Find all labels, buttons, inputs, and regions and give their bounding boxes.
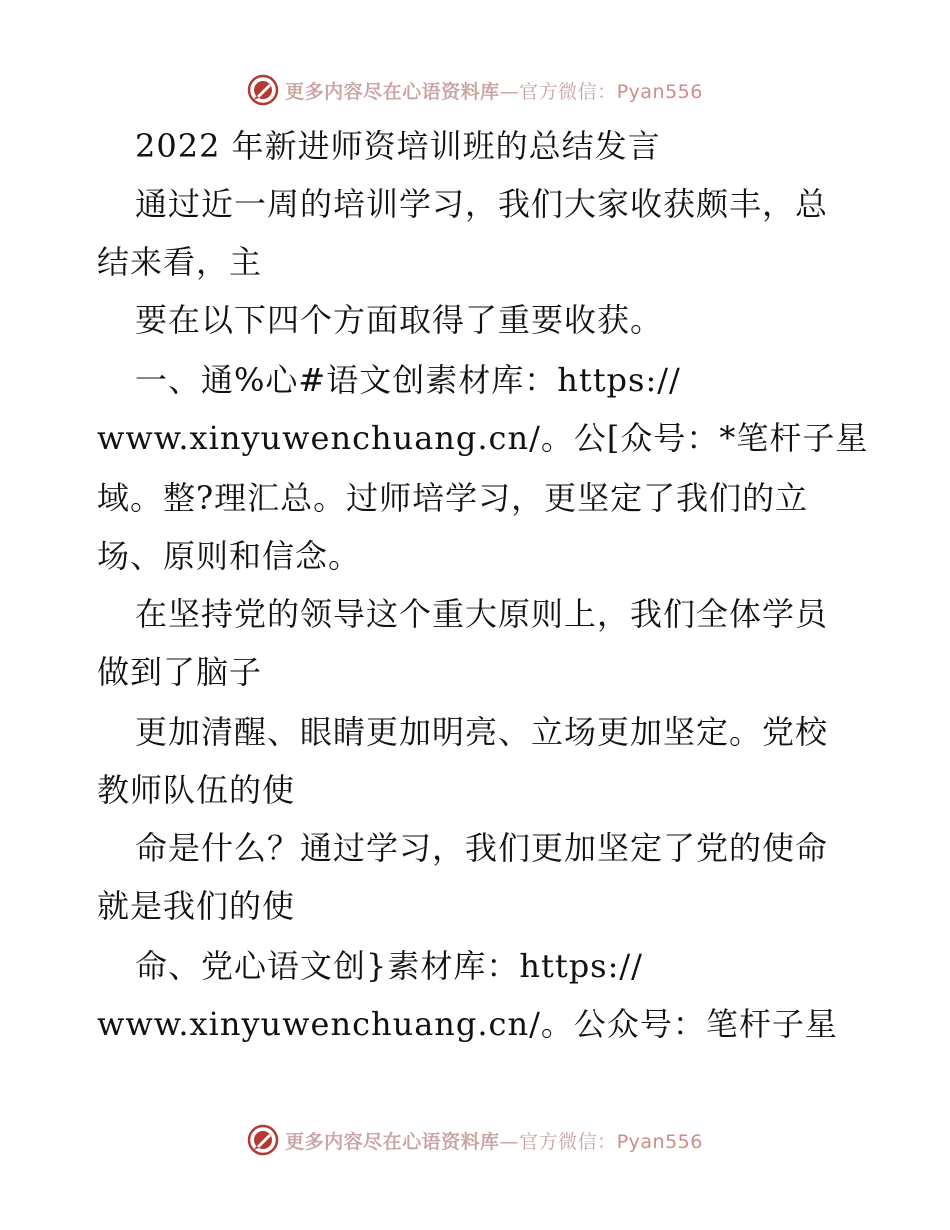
paragraph-line: 场、原则和信念。 [97, 537, 362, 575]
paragraph-line: www.xinyuwenchuang.cn/。公众号：笔杆子星 [97, 1005, 838, 1043]
paragraph-line: www.xinyuwenchuang.cn/。公[众号：*笔杆子星 [97, 419, 869, 457]
paragraph-line: 命、党心语文创}素材库：https:// [135, 947, 643, 985]
banner-handle: Pyan556 [616, 80, 703, 103]
footer-banner [0, 1120, 950, 1160]
banner-handle: Pyan556 [616, 1130, 703, 1153]
paragraph-line: 做到了脑子 [97, 653, 263, 691]
paragraph-line: 通过近一周的培训学习，我们大家收获颇丰，总 [135, 185, 829, 223]
pen-seal-logo-icon [247, 1124, 279, 1156]
paragraph-line: 在坚持党的领导这个重大原则上，我们全体学员 [135, 595, 829, 633]
banner-text [285, 77, 703, 104]
paragraph-line: 教师队伍的使 [97, 771, 296, 809]
pen-seal-logo-icon [247, 74, 279, 106]
document-title: 2022 年新进师资培训班的总结发言 [135, 127, 661, 165]
paragraph-line: 更加清醒、眼睛更加明亮、立场更加坚定。党校 [135, 713, 829, 751]
paragraph-line: 域。整?理汇总。过师培学习，更坚定了我们的立 [97, 479, 809, 517]
banner-wechat-label: 官方微信： [519, 80, 617, 103]
paragraph-line: 命是什么？通过学习，我们更加坚定了党的使命 [135, 829, 829, 867]
banner-separator: — [499, 80, 520, 103]
banner-separator: — [499, 1130, 520, 1153]
header-banner [0, 70, 950, 110]
paragraph-line: 就是我们的使 [97, 887, 296, 925]
banner-prefix: 更多内容尽在心语资料库 [285, 80, 500, 103]
paragraph-line: 结来看，主 [97, 243, 263, 281]
paragraph-line: 一、通%心#语文创素材库：https:// [135, 361, 681, 399]
paragraph-line: 要在以下四个方面取得了重要收获。 [135, 301, 664, 339]
banner-prefix: 更多内容尽在心语资料库 [285, 1130, 500, 1153]
banner-wechat-label: 官方微信： [519, 1130, 617, 1153]
banner-text [285, 1127, 703, 1154]
